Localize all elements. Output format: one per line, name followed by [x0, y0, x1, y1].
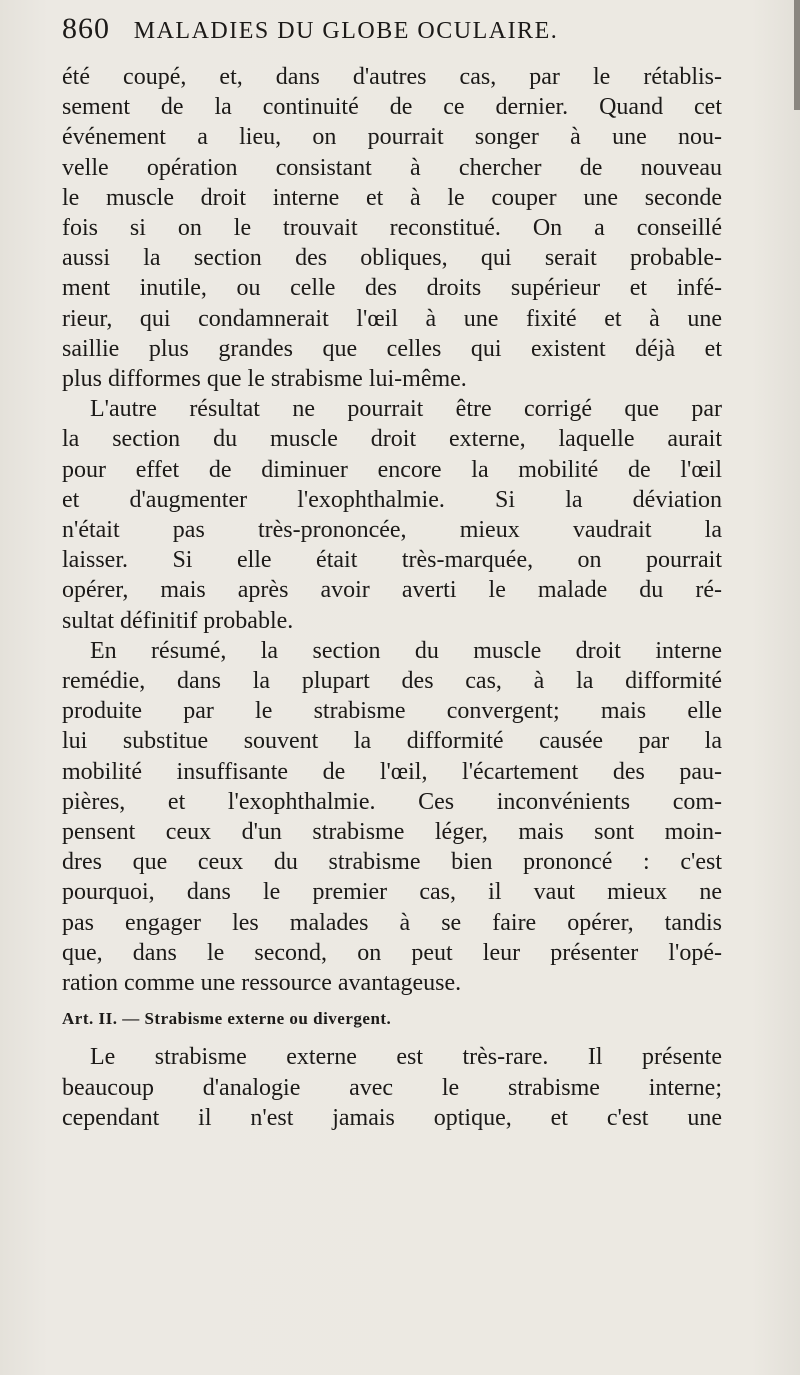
text-line: pensent ceux d'un strabisme léger, mais sont moin-	[62, 819, 722, 845]
text-line: événement a lieu, on pourrait songer à une nou-	[62, 124, 722, 150]
text-line: dres que ceux du strabisme bien prononcé : c'est	[62, 849, 722, 875]
text-line: pas engager les malades à se faire opérer, tandis	[62, 910, 722, 936]
text-line: ration comme une ressource avantageuse.	[62, 970, 462, 996]
text-line: lui substitue souvent la difformité causée par la	[62, 728, 722, 754]
text-line: et d'augmenter l'exophthalmie. Si la déviation	[62, 487, 722, 513]
text-line: En résumé, la section du muscle droit interne	[90, 638, 722, 664]
text-line: sement de la continuité de ce dernier. Quand cet	[62, 94, 722, 120]
text-line: mobilité insuffisante de l'œil, l'écartement des pau-	[62, 759, 722, 785]
text-line: la section du muscle droit externe, laquelle aurait	[62, 426, 722, 452]
text-line: que, dans le second, on peut leur présenter l'opé-	[62, 940, 722, 966]
text-line: beaucoup d'analogie avec le strabisme interne;	[62, 1075, 722, 1101]
running-header	[62, 12, 682, 46]
text-line: été coupé, et, dans d'autres cas, par le rétablis-	[62, 64, 722, 90]
section-heading: Art. II. — Strabisme externe ou divergent.	[62, 1009, 392, 1028]
text-line: laisser. Si elle était très-marquée, on pourrait	[62, 547, 722, 573]
text-line: sultat définitif probable.	[62, 608, 294, 634]
text-line: ment inutile, ou celle des droits supérieur et infé-	[62, 275, 722, 301]
text-line: remédie, dans la plupart des cas, à la difformité	[62, 668, 722, 694]
text-line: plus difformes que le strabisme lui-même.	[62, 366, 467, 392]
page-number: 860	[62, 12, 110, 45]
text-line: aussi la section des obliques, qui serait probable-	[62, 245, 722, 271]
text-line: pourquoi, dans le premier cas, il vaut mieux ne	[62, 879, 722, 905]
text-line: pour effet de diminuer encore la mobilité de l'œil	[62, 457, 722, 483]
page-edge-shadow	[794, 0, 800, 110]
text-line: fois si on le trouvait reconstitué. On a conseillé	[62, 215, 722, 241]
text-line: saillie plus grandes que celles qui existent déjà et	[62, 336, 722, 362]
text-line: velle opération consistant à chercher de nouveau	[62, 155, 722, 181]
text-line: le muscle droit interne et à le couper une seconde	[62, 185, 722, 211]
text-line: cependant il n'est jamais optique, et c'est une	[62, 1105, 722, 1131]
text-line: Le strabisme externe est très-rare. Il présente	[90, 1044, 722, 1070]
text-line: produite par le strabisme convergent; mais elle	[62, 698, 722, 724]
text-line: L'autre résultat ne pourrait être corrigé que par	[90, 396, 722, 422]
running-title: MALADIES DU GLOBE OCULAIRE.	[133, 18, 559, 44]
text-line: opérer, mais après avoir averti le malade du ré-	[62, 577, 722, 603]
text-line: rieur, qui condamnerait l'œil à une fixité et à une	[62, 306, 722, 332]
text-line: pières, et l'exophthalmie. Ces inconvénients com-	[62, 789, 722, 815]
text-line: n'était pas très-prononcée, mieux vaudrait la	[62, 517, 722, 543]
